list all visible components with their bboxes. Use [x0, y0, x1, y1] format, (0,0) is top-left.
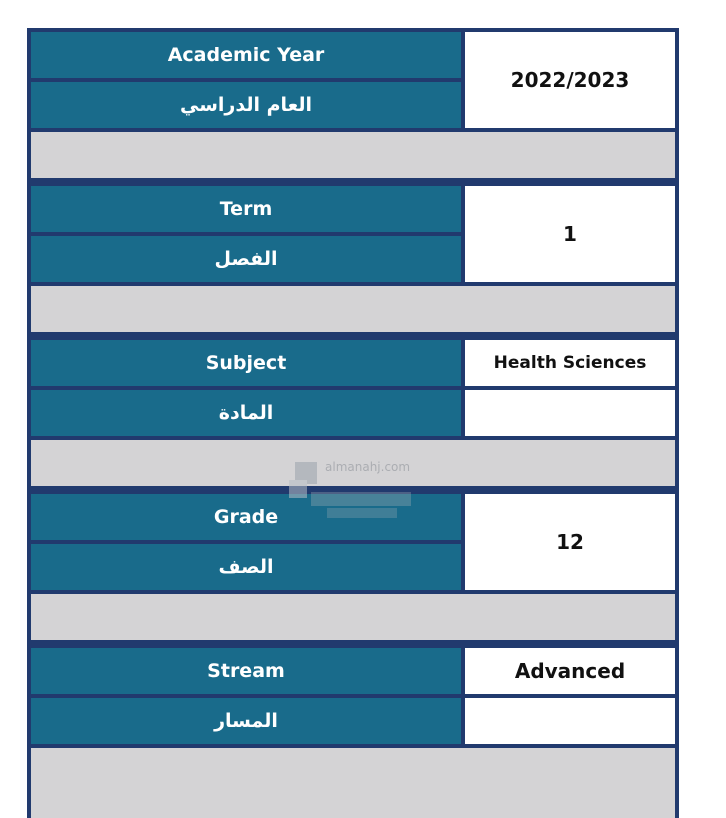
value-grade: 12 — [465, 494, 675, 590]
label-grade-ar: الصف — [31, 544, 461, 590]
info-table — [27, 28, 679, 818]
label-subject-ar: المادة — [31, 390, 461, 436]
separator-band — [31, 440, 675, 486]
value-term: 1 — [465, 186, 675, 282]
watermark-text: almanahj.com — [325, 460, 411, 474]
label-academic-year-en: Academic Year — [31, 32, 461, 78]
separator-band — [31, 594, 675, 640]
value-stream: Advanced — [465, 648, 675, 694]
label-stream-en: Stream — [31, 648, 461, 694]
label-grade-en: Grade — [31, 494, 461, 540]
label-subject-en: Subject — [31, 340, 461, 386]
value-stream-blank — [465, 698, 675, 744]
label-stream-ar: المسار — [31, 698, 461, 744]
value-subject: Health Sciences — [465, 340, 675, 386]
separator-band — [31, 132, 675, 178]
separator-band — [31, 748, 675, 818]
label-term-en: Term — [31, 186, 461, 232]
value-academic-year: 2022/2023 — [465, 32, 675, 128]
value-subject-blank — [465, 390, 675, 436]
label-academic-year-ar: العام الدراسي — [31, 82, 461, 128]
label-term-ar: الفصل — [31, 236, 461, 282]
separator-band — [31, 286, 675, 332]
